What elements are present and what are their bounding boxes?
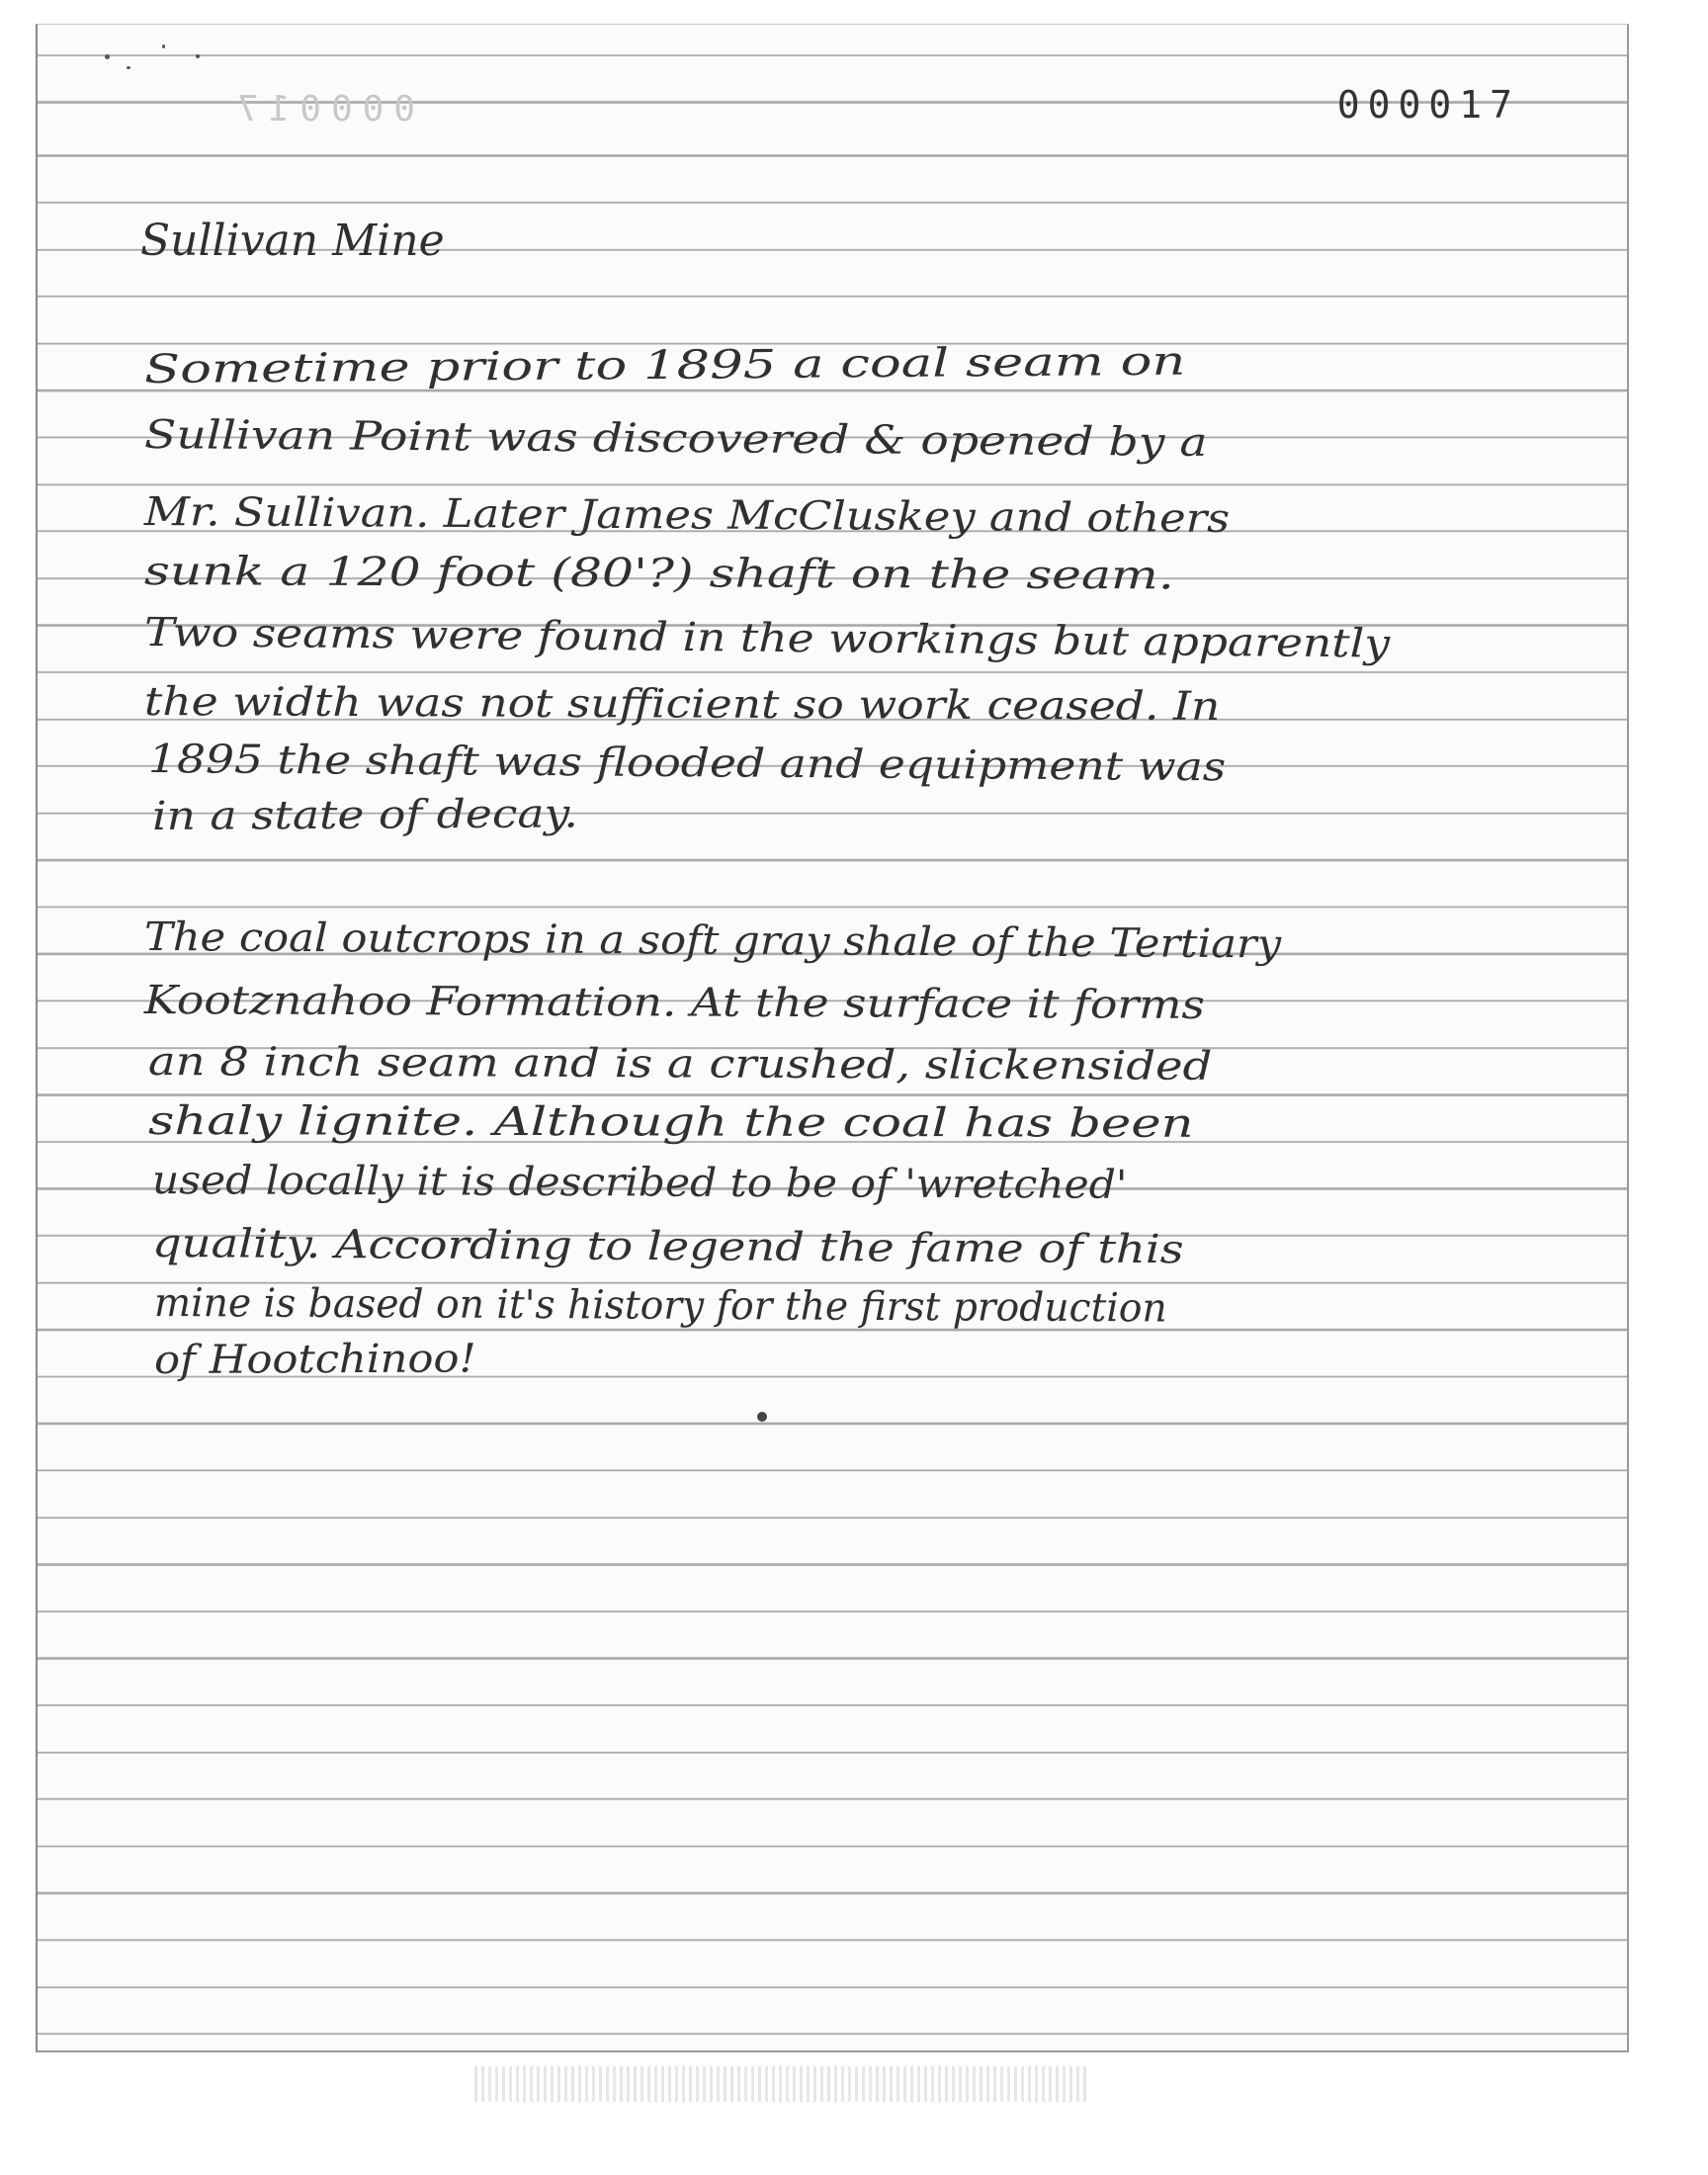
page-number: 000017	[1336, 83, 1520, 127]
handwritten-line: used locally it is described to be of 'wretched'	[151, 1158, 1128, 1208]
handwritten-line: sunk a 120 foot (80'?) shaft on the seam.	[143, 549, 1174, 599]
scan-speck	[162, 44, 165, 48]
handwritten-line: in a state of decay.	[151, 791, 578, 839]
handwritten-line: Sullivan Point was discovered & opened by a	[143, 412, 1208, 466]
handwritten-line: Mr. Sullivan. Later James McCluskey and others	[143, 489, 1231, 542]
handwritten-line: The coal outcrops in a soft gray shale of the Tertiary	[143, 914, 1282, 968]
ink-dot	[757, 1412, 767, 1422]
scan-speck	[127, 66, 130, 69]
handwritten-line: Sometime prior to 1895 a coal seam on	[143, 338, 1186, 392]
handwritten-line: of Hootchinoo!	[153, 1336, 476, 1383]
handwritten-line: an 8 inch seam and is a crushed, slickensided	[147, 1039, 1213, 1089]
handwritten-line: mine is based on it's history for the first production	[153, 1280, 1167, 1332]
handwritten-line: quality. According to legend the fame of this	[151, 1221, 1184, 1273]
page-title: Sullivan Mine	[140, 216, 445, 266]
handwritten-line: 1895 the shaft was flooded and equipment was	[147, 737, 1227, 791]
scan-edge-artifact	[474, 2066, 1087, 2102]
handwritten-line: the width was not sufficient so work ceased. In	[143, 679, 1221, 730]
handwritten-line: Two seams were found in the workings but apparently	[143, 610, 1391, 667]
scan-speck	[196, 54, 200, 58]
handwritten-line: shaly lignite. Although the coal has been	[147, 1098, 1194, 1147]
handwritten-line: Kootznahoo Formation. At the surface it forms	[143, 978, 1206, 1028]
bleed-through-page-number: 000017	[227, 89, 416, 130]
scan-speck	[105, 54, 110, 59]
